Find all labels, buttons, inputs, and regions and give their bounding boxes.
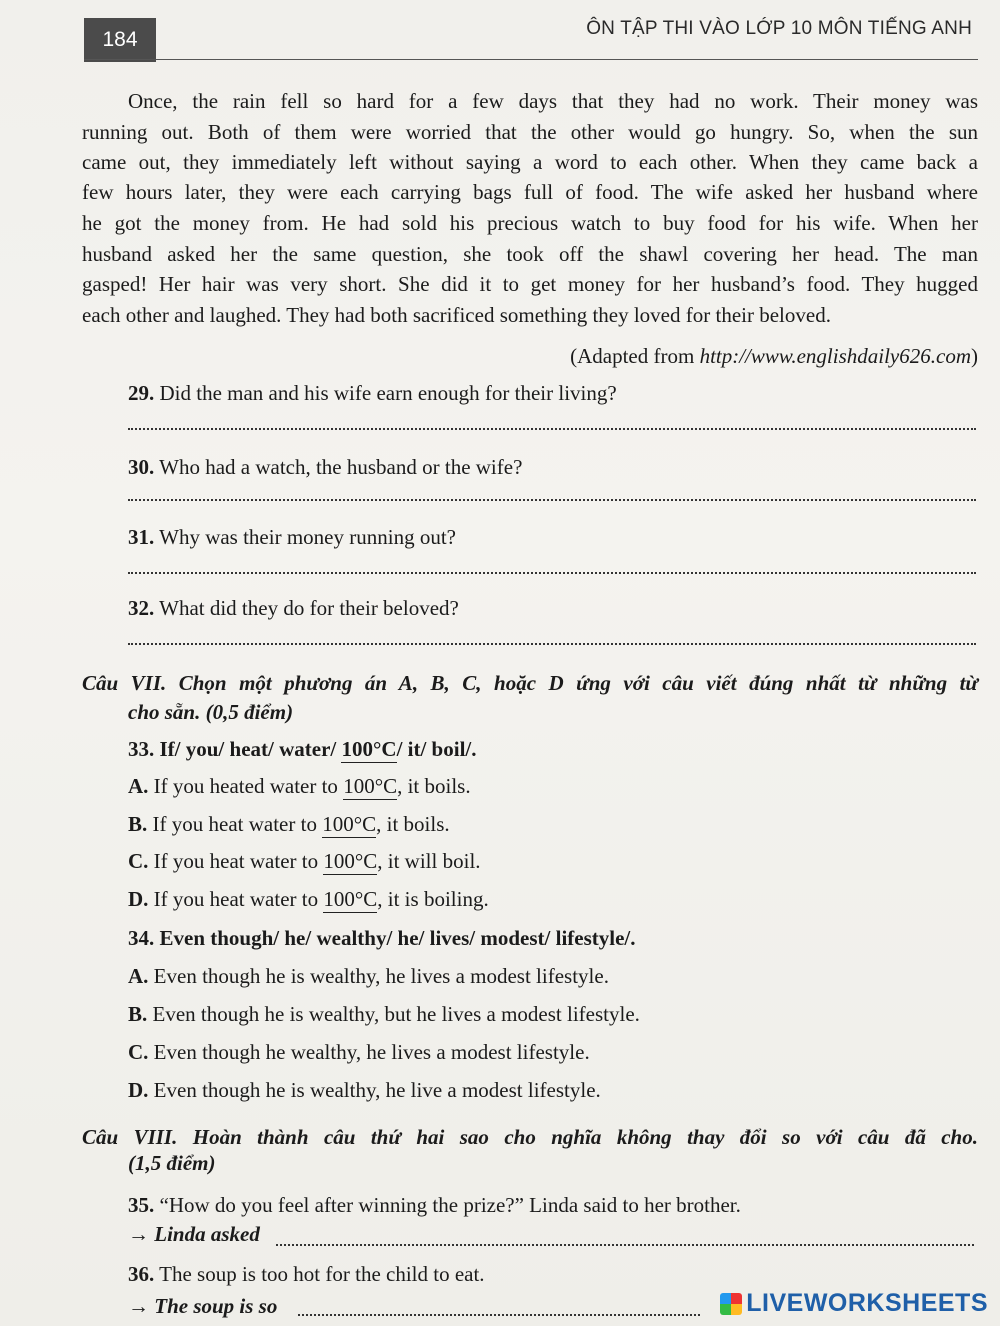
question-33-prompt: 33. If/ you/ heat/ water/ 100°C/ it/ boil/. xyxy=(128,737,477,761)
answer-36-start: → The soup is so xyxy=(128,1294,278,1318)
option-34-d[interactable]: D. Even though he is wealthy, he live a modest lifestyle. xyxy=(128,1078,601,1102)
liveworksheets-logo[interactable]: LIVEWORKSHEETS xyxy=(720,1289,988,1318)
passage-line: he got the money from. He had sold his precious watch to buy food for his wife. When her xyxy=(82,211,978,235)
option-33-b[interactable]: B. If you heat water to 100°C, it boils. xyxy=(128,812,450,836)
question-29: 29. Did the man and his wife earn enough for their living? xyxy=(128,381,617,405)
question-35: 35. “How do you feel after winning the prize?” Linda said to her brother. xyxy=(128,1193,741,1217)
option-34-a[interactable]: A. Even though he is wealthy, he lives a modest lifestyle. xyxy=(128,964,609,988)
option-33-d[interactable]: D. If you heat water to 100°C, it is boiling. xyxy=(128,887,489,911)
passage-line: few hours later, they were each carrying bags full of food. The wife asked her husband where xyxy=(82,180,978,204)
source-url: http://www.englishdaily626.com xyxy=(699,344,971,368)
page-number: 184 xyxy=(84,18,156,62)
answer-line-30[interactable] xyxy=(128,499,976,501)
option-34-b[interactable]: B. Even though he is wealthy, but he lives a modest lifestyle. xyxy=(128,1002,640,1026)
question-34-prompt: 34. Even though/ he/ wealthy/ he/ lives/ modest/ lifestyle/. xyxy=(128,926,636,950)
answer-line-31[interactable] xyxy=(128,572,976,574)
answer-line-32[interactable] xyxy=(128,643,976,645)
question-31: 31. Why was their money running out? xyxy=(128,525,456,549)
question-36: 36. The soup is too hot for the child to eat. xyxy=(128,1262,485,1286)
passage-line: each other and laughed. They had both sacrificed something they loved for their beloved. xyxy=(82,303,831,327)
option-33-c[interactable]: C. If you heat water to 100°C, it will boil. xyxy=(128,849,481,873)
answer-line-35[interactable] xyxy=(276,1244,974,1246)
section-8-heading: Câu VIII. Hoàn thành câu thứ hai sao cho nghĩa không thay đổi so với câu đã cho. xyxy=(82,1125,978,1149)
option-33-a[interactable]: A. If you heated water to 100°C, it boils. xyxy=(128,774,471,798)
answer-35-start: → Linda asked xyxy=(128,1222,260,1246)
question-32: 32. What did they do for their beloved? xyxy=(128,596,459,620)
passage-line: husband asked her the same question, she took off the shawl covering her head. The man xyxy=(82,242,978,266)
running-title: ÔN TẬP THI VÀO LỚP 10 MÔN TIẾNG ANH xyxy=(586,18,972,39)
option-34-c[interactable]: C. Even though he wealthy, he lives a modest lifestyle. xyxy=(128,1040,590,1064)
liveworksheets-mark-icon xyxy=(720,1293,742,1315)
passage-line: Once, the rain fell so hard for a few days that they had no work. Their money was xyxy=(128,89,978,113)
header-rule xyxy=(84,59,978,60)
section-7-heading-cont: cho sẵn. (0,5 điểm) xyxy=(128,700,294,724)
answer-line-29[interactable] xyxy=(128,428,976,430)
passage-line: came out, they immediately left without saying a word to each other. When they came back a xyxy=(82,150,978,174)
section-8-heading-cont: (1,5 điểm) xyxy=(128,1151,216,1175)
question-30: 30. Who had a watch, the husband or the wife? xyxy=(128,455,523,479)
answer-line-36[interactable] xyxy=(298,1314,700,1316)
passage-line: running out. Both of them were worried that the other would go hungry. So, when the sun xyxy=(82,120,978,144)
passage-source: (Adapted from http://www.englishdaily626.com) xyxy=(570,344,978,368)
passage-line: gasped! Her hair was very short. She did it to get money for her husband’s food. They hugged xyxy=(82,272,978,296)
section-7-heading: Câu VII. Chọn một phương án A, B, C, hoặc D ứng với câu viết đúng nhất từ những từ xyxy=(82,671,978,695)
